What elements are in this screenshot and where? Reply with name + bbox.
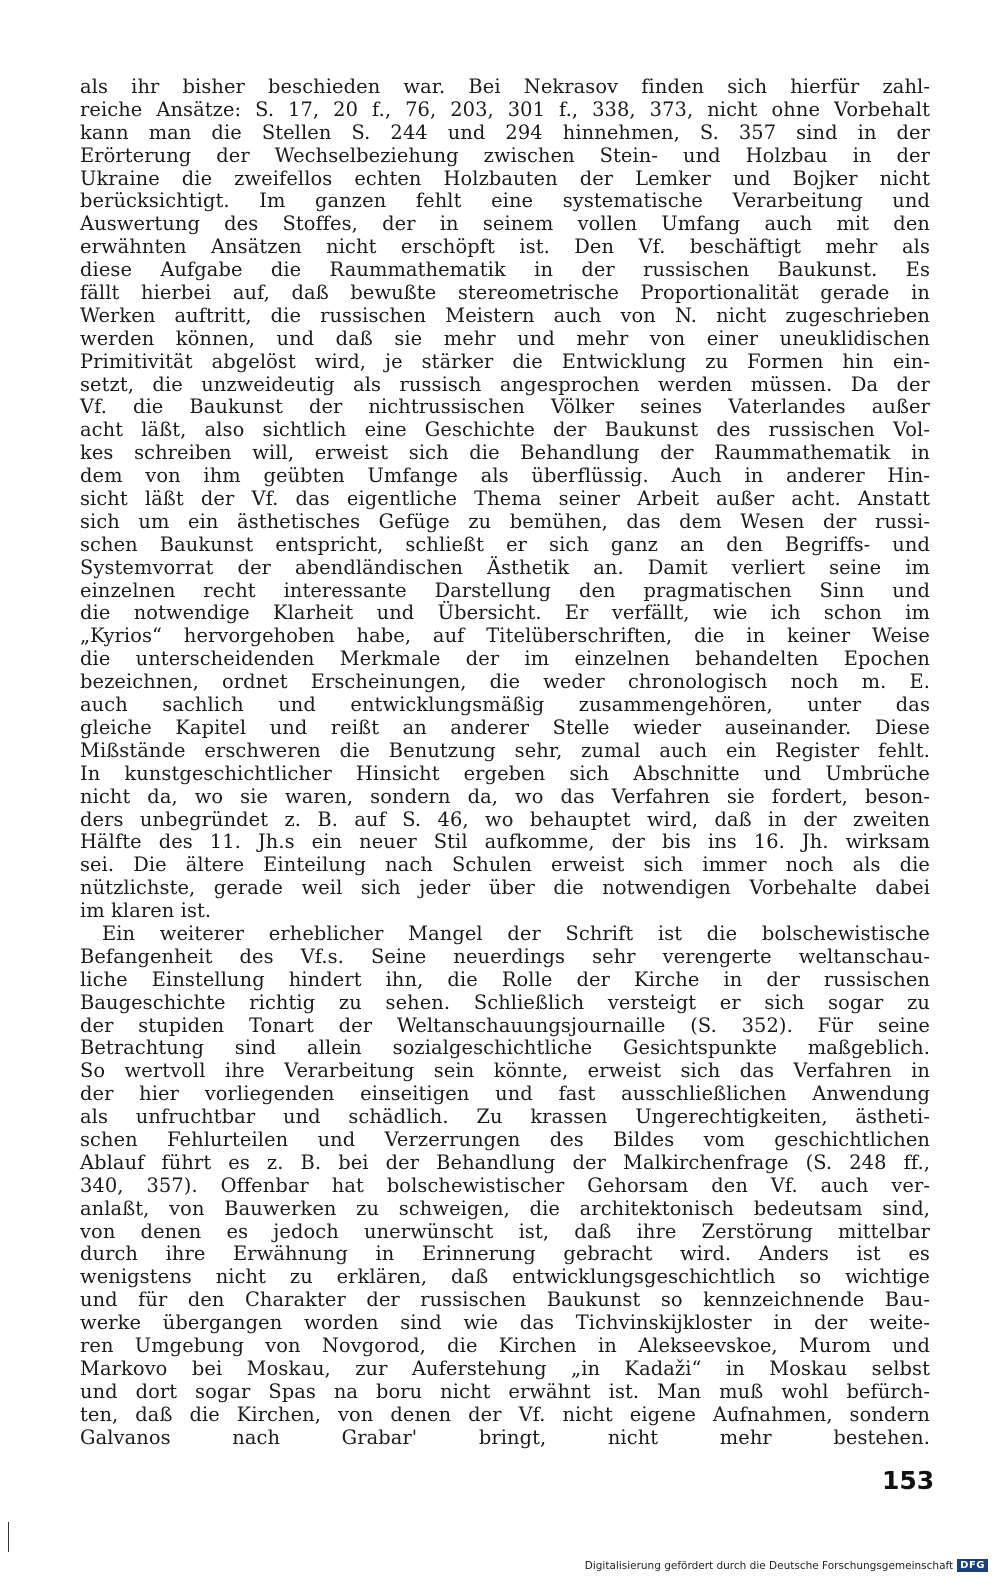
text-line: sei. Die ältere Einteilung nach Schulen erweist sich immer noch als die: [80, 853, 930, 877]
text-line: der stupiden Tonart der Weltanschauungsjournaille (S. 352). Für seine: [80, 1013, 930, 1037]
digitization-credit: Digitalisierung gefördert durch die Deutsche Forschungsgemeinschaft: [584, 1559, 954, 1572]
text-line: von denen es jedoch unerwünscht ist, daß ihre Zerstörung mittelbar: [80, 1219, 930, 1243]
text-line: anlaßt, von Bauwerken zu schweigen, die architektonisch bedeutsam sind,: [80, 1196, 930, 1220]
body-text: [80, 76, 930, 1449]
text-line: Ukraine die zweifellos echten Holzbauten der Lemker und Bojker nicht: [80, 166, 930, 190]
text-line: 340, 357). Offenbar hat bolschewistischer Gehorsam den Vf. auch ver-: [80, 1173, 930, 1197]
text-line: Ein weiterer erheblicher Mangel der Schrift ist die bolschewistische: [102, 921, 930, 945]
text-line: einzelnen recht interessante Darstellung den pragmatischen Sinn und: [80, 578, 930, 602]
text-line: Primitivität abgelöst wird, je stärker die Entwicklung zu Formen hin ein-: [80, 349, 930, 373]
text-line: als unfruchtbar und schädlich. Zu krassen Ungerechtigkeiten, ästheti-: [80, 1105, 930, 1129]
text-line: Hälfte des 11. Jh.s ein neuer Stil aufkomme, der bis ins 16. Jh. wirksam: [80, 830, 930, 854]
text-line: und für den Charakter der russischen Baukunst so kennzeichnende Bau-: [80, 1288, 930, 1312]
text-line: reiche Ansätze: S. 17, 20 f., 76, 203, 301 f., 338, 373, nicht ohne Vorbehalt: [80, 97, 930, 121]
footer: [585, 1559, 988, 1572]
text-line: Betrachtung sind allein sozialgeschichtliche Gesichtspunkte maßgeblich.: [80, 1036, 930, 1060]
text-line: im klaren ist.: [80, 899, 212, 923]
text-line: sich um ein ästhetisches Gefüge zu bemühen, das dem Wesen der russi-: [80, 509, 930, 533]
text-line: werden können, und daß sie mehr und mehr von einer uneuklidischen: [80, 326, 930, 350]
text-line: fällt hierbei auf, daß bewußte stereometrische Proportionalität gerade in: [80, 281, 930, 305]
text-line: nützlichste, gerade weil sich jeder über die notwendigen Vorbehalte dabei: [80, 876, 930, 900]
text-line: liche Einstellung hindert ihn, die Rolle der Kirche in der russischen: [80, 967, 930, 991]
text-line: erwähnten Ansätzen nicht erschöpft ist. Den Vf. beschäftigt mehr als: [80, 235, 930, 259]
page-number: 153: [882, 1466, 935, 1495]
text-line: Werken auftritt, die russischen Meistern auch von N. nicht zugeschrieben: [80, 303, 930, 327]
text-line: berücksichtigt. Im ganzen fehlt eine systematische Verarbeitung und: [80, 189, 930, 213]
text-line: Baugeschichte richtig zu sehen. Schließlich versteigt er sich sogar zu: [80, 990, 930, 1014]
text-line: ren Umgebung von Novgorod, die Kirchen in Alekseevskoe, Murom und: [80, 1333, 930, 1357]
text-line: setzt, die unzweideutig als russisch angesprochen werden müssen. Da der: [80, 372, 930, 396]
text-line: dem von ihm geübten Umfange als überflüssig. Auch in anderer Hin-: [80, 464, 930, 488]
text-line: und dort sogar Spas na boru nicht erwähnt ist. Man muß wohl befürch-: [80, 1379, 930, 1403]
text-line: Vf. die Baukunst der nichtrussischen Völker seines Vaterlandes außer: [80, 395, 930, 419]
text-line: schen Baukunst entspricht, schließt er sich ganz an den Begriffs- und: [80, 532, 930, 556]
text-line: Erörterung der Wechselbeziehung zwischen Stein- und Holzbau in der: [80, 143, 930, 167]
text-line: bezeichnen, ordnet Erscheinungen, die weder chronologisch noch m. E.: [80, 670, 930, 694]
text-line: diese Aufgabe die Raummathematik in der russischen Baukunst. Es: [80, 258, 930, 282]
text-line: auch sachlich und entwicklungsmäßig zusammengehören, unter das: [80, 693, 930, 717]
text-line: kes schreiben will, erweist sich die Behandlung der Raummathematik in: [80, 441, 930, 465]
text-line: die notwendige Klarheit und Übersicht. Er verfällt, wie ich schon im: [80, 601, 930, 625]
text-line: ten, daß die Kirchen, von denen der Vf. nicht eigene Aufnahmen, sondern: [80, 1402, 930, 1426]
text-line: ders unbegründet z. B. auf S. 46, wo behauptet wird, daß in der zweiten: [80, 807, 930, 831]
text-line: kann man die Stellen S. 244 und 294 hinnehmen, S. 357 sind in der: [80, 120, 930, 144]
text-line: Auswertung des Stoffes, der in seinem vollen Umfang auch mit den: [80, 212, 930, 236]
text-line: Systemvorrat der abendländischen Ästhetik an. Damit verliert seine im: [80, 555, 930, 579]
text-line: Markovo bei Moskau, zur Auferstehung „in Kadaži“ in Moskau selbst: [80, 1356, 930, 1380]
text-line: acht läßt, also sichtlich eine Geschichte der Baukunst des russischen Vol-: [80, 418, 930, 442]
text-line: sicht läßt der Vf. das eigentliche Thema seiner Arbeit außer acht. Anstatt: [80, 487, 930, 511]
text-line: nicht da, wo sie waren, sondern da, wo das Verfahren sie fordert, beson-: [80, 784, 930, 808]
text-line: In kunstgeschichtlicher Hinsicht ergeben sich Abschnitte und Umbrüche: [80, 761, 930, 785]
dfg-logo: DFG: [957, 1559, 988, 1572]
text-line: So wertvoll ihre Verarbeitung sein könnte, erweist sich das Verfahren in: [80, 1059, 930, 1083]
text-line: gleiche Kapitel und reißt an anderer Stelle wieder auseinander. Diese: [80, 715, 930, 739]
text-line: werke übergangen worden sind wie das Tichvinskijkloster in der weite-: [80, 1311, 930, 1335]
text-line: Befangenheit des Vf.s. Seine neuerdings sehr verengerte weltanschau-: [80, 944, 930, 968]
text-line: Ablauf führt es z. B. bei der Behandlung der Malkirchenfrage (S. 248 ff.,: [80, 1150, 930, 1174]
text-line: Galvanos nach Grabar' bringt, nicht mehr bestehen.: [80, 1425, 930, 1449]
text-line: die unterscheidenden Merkmale der im einzelnen behandelten Epochen: [80, 647, 930, 671]
text-line: als ihr bisher beschieden war. Bei Nekrasov finden sich hierfür zahl-: [80, 75, 930, 98]
text-line: durch ihre Erwähnung in Erinnerung gebracht wird. Anders ist es: [80, 1242, 930, 1266]
scan-edge-mark: [8, 1522, 9, 1552]
text-line: „Kyrios“ hervorgehoben habe, auf Titelüberschriften, die in keiner Weise: [80, 624, 930, 648]
text-line: wenigstens nicht zu erklären, daß entwicklungsgeschichtlich so wichtige: [80, 1265, 930, 1289]
text-line: der hier vorliegenden einseitigen und fast ausschließlichen Anwendung: [80, 1082, 930, 1106]
text-line: Mißstände erschweren die Benutzung sehr, zumal auch ein Register fehlt.: [80, 738, 930, 762]
text-line: schen Fehlurteilen und Verzerrungen des Bildes vom geschichtlichen: [80, 1127, 930, 1151]
